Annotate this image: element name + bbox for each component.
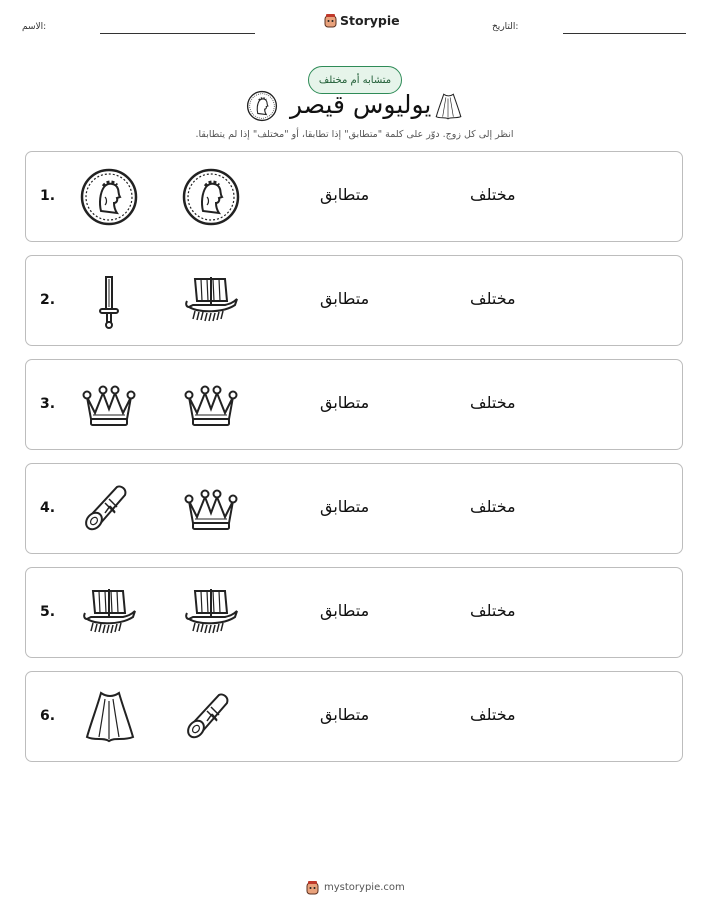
footer <box>306 880 405 895</box>
date-input-line[interactable] <box>563 33 686 34</box>
name-input-line[interactable] <box>100 33 255 34</box>
exercise-row <box>25 255 683 346</box>
row-number: 3. <box>40 396 56 412</box>
different-option[interactable]: مختلف <box>470 497 516 516</box>
different-option[interactable]: مختلف <box>470 705 516 724</box>
coin-icon <box>246 90 278 126</box>
row-number: 4. <box>40 500 56 516</box>
different-option[interactable]: مختلف <box>470 393 516 412</box>
exercise-row <box>25 359 683 450</box>
scroll-icon <box>181 687 241 747</box>
coin-icon <box>181 167 241 227</box>
row-number: 2. <box>40 292 56 308</box>
row-number: 6. <box>40 708 56 724</box>
same-option[interactable]: متطابق <box>320 497 370 516</box>
row-number: 1. <box>40 188 56 204</box>
row-number: 5. <box>40 604 56 620</box>
crown-icon <box>79 375 139 435</box>
name-label: الاسم: <box>22 22 47 32</box>
different-option[interactable]: مختلف <box>470 185 516 204</box>
exercise-row <box>25 151 683 242</box>
worksheet-type-badge: متشابه أم مختلف <box>308 66 402 94</box>
same-option[interactable]: متطابق <box>320 185 370 204</box>
ship-icon <box>79 583 139 643</box>
cloak-icon <box>79 687 139 747</box>
storypie-mascot-icon <box>324 13 337 28</box>
brand-logo <box>324 13 400 28</box>
instructions-text: انظر إلى كل زوج. دوّر على كلمة "متطابق" إذا تطابقا، أو "مختلف" إذا لم يتطابقا. <box>195 129 514 140</box>
storypie-mascot-icon <box>306 880 319 895</box>
same-option[interactable]: متطابق <box>320 289 370 308</box>
exercise-row <box>25 671 683 762</box>
same-option[interactable]: متطابق <box>320 601 370 620</box>
cloak-icon <box>432 90 464 126</box>
page-title: يوليوس قيصر <box>290 90 432 119</box>
same-option[interactable]: متطابق <box>320 705 370 724</box>
sword-icon <box>79 271 139 331</box>
footer-url[interactable]: mystorypie.com <box>324 882 405 893</box>
ship-icon <box>181 271 241 331</box>
crown-icon <box>181 375 241 435</box>
different-option[interactable]: مختلف <box>470 601 516 620</box>
different-option[interactable]: مختلف <box>470 289 516 308</box>
crown-icon <box>181 479 241 539</box>
exercise-row <box>25 463 683 554</box>
coin-icon <box>79 167 139 227</box>
scroll-icon <box>79 479 139 539</box>
exercise-row <box>25 567 683 658</box>
same-option[interactable]: متطابق <box>320 393 370 412</box>
title-row <box>0 86 709 128</box>
brand-name: Storypie <box>340 13 400 28</box>
date-label: التاريخ: <box>492 22 519 32</box>
ship-icon <box>181 583 241 643</box>
